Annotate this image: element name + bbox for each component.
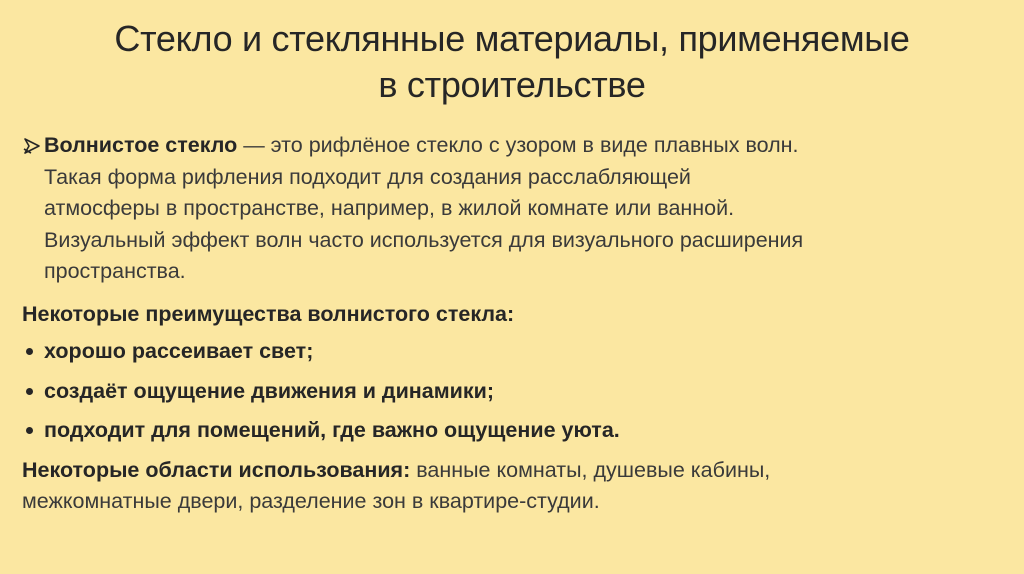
intro-line-5: пространства. — [44, 259, 186, 283]
bullet-dot-icon — [26, 427, 33, 434]
advantage-text: подходит для помещений, где важно ощущение уюта. — [44, 418, 620, 442]
areas-line-2: межкомнатные двери, разделение зон в квартире-студии. — [22, 489, 600, 513]
intro-paragraph — [22, 130, 1012, 288]
title-line-1: Стекло и стеклянные материалы, применяемые — [114, 18, 910, 59]
intro-line-1-text: — это рифлёное стекло с узором в виде плавных волн. — [237, 133, 799, 157]
intro-line-2: Такая форма рифления подходит для создания расслабляющей — [44, 164, 691, 189]
intro-line-4: Визуальный эффект волн часто используется для визуального расширения — [44, 227, 804, 252]
advantages-list — [22, 336, 1012, 447]
slide-body — [22, 130, 1012, 518]
areas-paragraph — [22, 455, 1012, 518]
areas-line-1 — [22, 455, 1012, 487]
advantage-text: создаёт ощущение движения и динамики; — [44, 378, 494, 403]
list-item — [22, 415, 1012, 447]
advantage-text: хорошо рассеивает свет; — [44, 339, 314, 363]
areas-line-1-text: ванные комнаты, душевые кабины, — [410, 457, 771, 482]
intro-term: Волнистое стекло — [44, 133, 238, 157]
list-item — [22, 336, 1012, 368]
intro-line-1 — [44, 130, 1012, 162]
advantages-heading: Некоторые преимущества волнистого стекла: — [22, 301, 515, 326]
bullet-dot-icon — [26, 388, 33, 395]
intro-line-3: атмосферы в пространстве, например, в жилой комнате или ванной. — [44, 196, 735, 220]
areas-label: Некоторые области использования: — [22, 457, 411, 482]
arrow-bullet-icon — [22, 136, 42, 156]
bullet-dot-icon — [26, 348, 33, 355]
list-item — [22, 376, 1012, 408]
slide-title — [40, 16, 984, 108]
title-line-2: в строительстве — [378, 64, 646, 105]
